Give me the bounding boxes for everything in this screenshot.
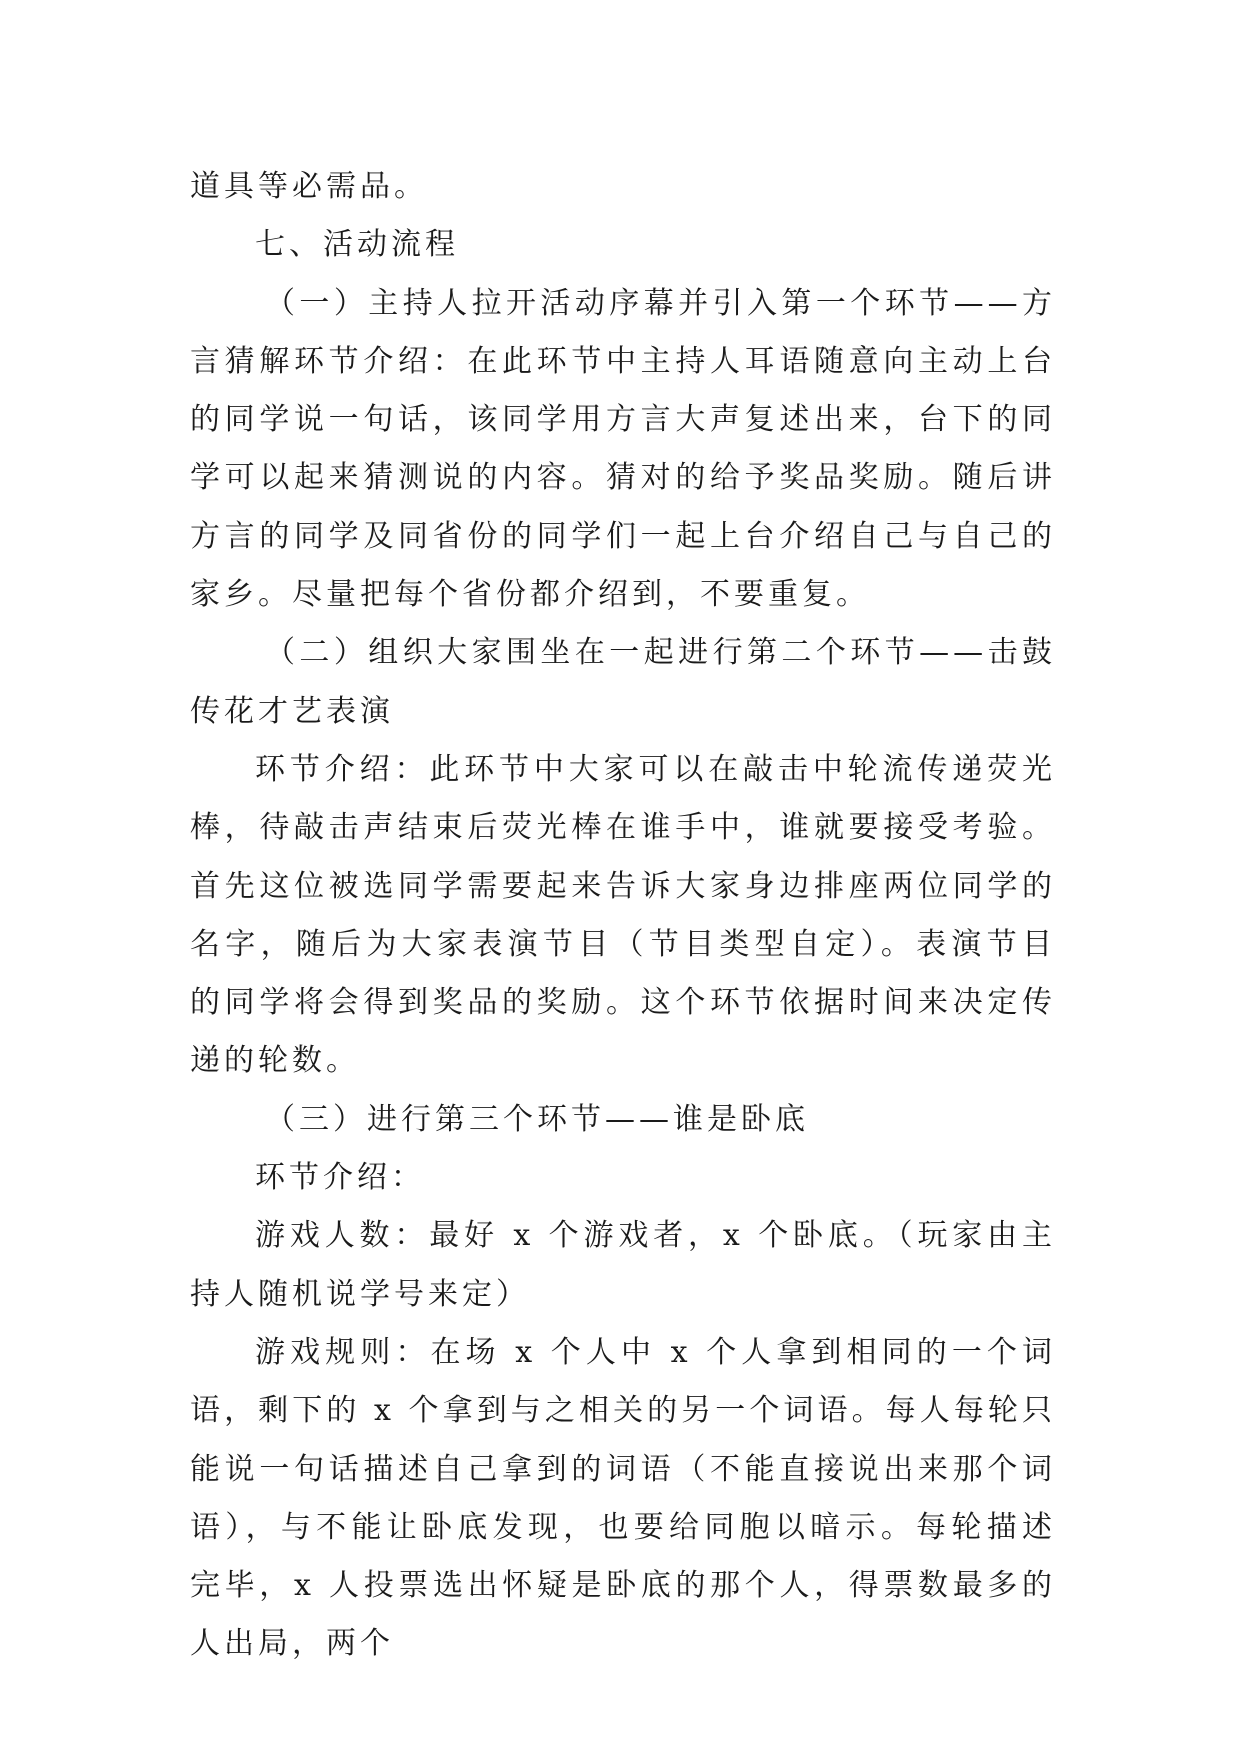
paragraph-segment-two-heading: （二）组织大家围坐在一起进行第二个环节——击鼓传花才艺表演 — [190, 635, 1056, 729]
paragraph-game-rules: 游戏规则：在场 x 个人中 x 个人拿到相同的一个词语，剩下的 x 个拿到与之相关的另一个词语。每人每轮只能说一句话描述自己拿到的词语（不能直接说出来那个词语），与不能让卧底发现，也要给同胞以暗示。每轮描述完毕，x 人投票选出怀疑是卧底的那个人，得票数最多的人出局，两个 — [190, 1334, 1056, 1662]
paragraph-segment-two-intro: 环节介绍：此环节中大家可以在敲击中轮流传递荧光棒，待敲击声结束后荧光棒在谁手中，谁就要接受考验。首先这位被选同学需要起来告诉大家身边排座两位同学的名字，随后为大家表演节目（节目类型自定）。表演节目的同学将会得到奖品的奖励。这个环节依据时间来决定传递的轮数。 — [190, 751, 1056, 1079]
document-body — [190, 158, 1056, 1674]
paragraph-segment-one: （一）主持人拉开活动序幕并引入第一个环节——方言猜解环节介绍：在此环节中主持人耳语随意向主动上台的同学说一句话，该同学用方言大声复述出来，台下的同学可以起来猜测说的内容。猜对的给予奖品奖励。随后讲方言的同学及同省份的同学们一起上台介绍自己与自己的家乡。尽量把每个省份都介绍到，不要重复。 — [190, 285, 1056, 613]
paragraph-player-count: 游戏人数：最好 x 个游戏者，x 个卧底。（玩家由主持人随机说学号来定） — [190, 1218, 1056, 1312]
paragraph-segment-three-heading: （三）进行第三个环节——谁是卧底 — [265, 1101, 809, 1137]
section-heading-activity-flow: 七、活动流程 — [255, 227, 459, 263]
paragraph-segment-three-intro-label: 环节介绍： — [255, 1160, 425, 1196]
paragraph-props-end: 道具等必需品。 — [190, 169, 428, 204]
